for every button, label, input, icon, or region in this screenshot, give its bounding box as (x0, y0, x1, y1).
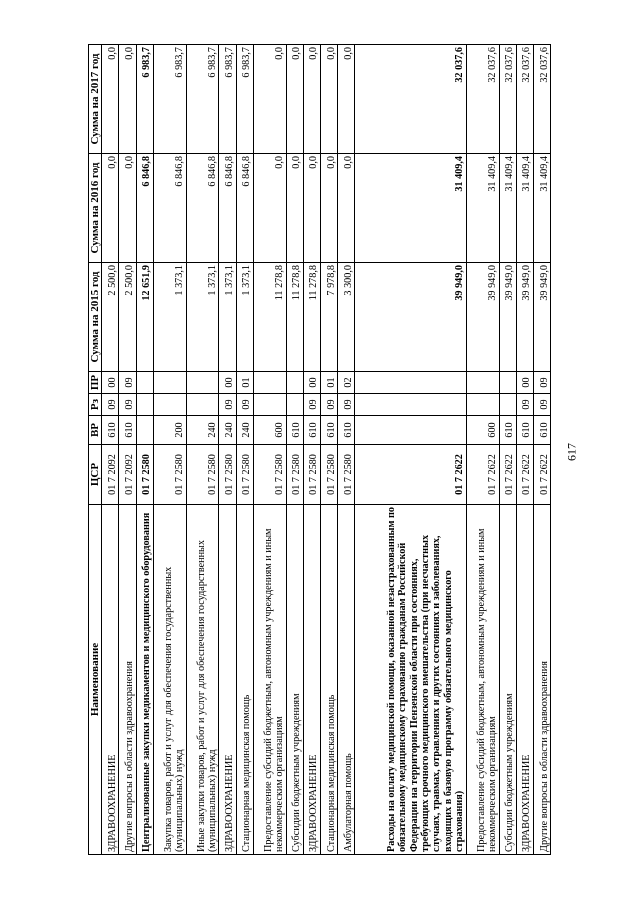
table-row (533, 45, 550, 855)
cell-rz: 09 (102, 394, 119, 416)
cell-sum-2015: 7 978,8 (320, 263, 337, 372)
table-row (153, 45, 186, 855)
cell-vr: 610 (337, 416, 354, 445)
cell-vr: 240 (236, 416, 253, 445)
cell-sum-2017: 6 983,7 (186, 45, 219, 154)
cell-sum-2016: 31 409,4 (355, 154, 467, 263)
cell-sum-2017: 6 983,7 (236, 45, 253, 154)
cell-sum-2015: 12 651,9 (136, 263, 153, 372)
cell-sum-2016: 0,0 (102, 154, 119, 263)
cell-csr: 01 7 2580 (320, 445, 337, 505)
cell-sum-2016: 0,0 (253, 154, 286, 263)
cell-sum-2015: 11 278,8 (253, 263, 286, 372)
cell-rz (153, 394, 186, 416)
cell-name: ЗДРАВООХРАНЕНИЕ (303, 505, 320, 855)
cell-sum-2015: 11 278,8 (303, 263, 320, 372)
cell-vr: 240 (186, 416, 219, 445)
table-row (337, 45, 354, 855)
cell-sum-2015: 39 949,0 (533, 263, 550, 372)
cell-pr: 02 (337, 372, 354, 394)
cell-sum-2017: 32 037,6 (499, 45, 516, 154)
cell-vr: 610 (533, 416, 550, 445)
cell-vr: 600 (466, 416, 499, 445)
table-row (466, 45, 499, 855)
cell-sum-2015: 3 300,0 (337, 263, 354, 372)
cell-rz: 09 (516, 394, 533, 416)
cell-rz: 09 (320, 394, 337, 416)
cell-pr: 01 (320, 372, 337, 394)
cell-rz: 09 (119, 394, 136, 416)
budget-table-frame (88, 45, 551, 855)
cell-csr: 01 7 2580 (337, 445, 354, 505)
cell-sum-2015: 2 500,0 (102, 263, 119, 372)
cell-name: Иные закупки товаров, работ и услуг для обеспечения государственных (муниципальных) нужд (186, 505, 219, 855)
cell-sum-2017: 0,0 (119, 45, 136, 154)
cell-rz (466, 394, 499, 416)
cell-name: ЗДРАВООХРАНЕНИЕ (219, 505, 236, 855)
cell-rz: 09 (533, 394, 550, 416)
cell-vr: 610 (320, 416, 337, 445)
cell-vr: 610 (303, 416, 320, 445)
cell-pr (499, 372, 516, 394)
header-csr: ЦСР (89, 445, 102, 505)
cell-csr: 01 7 2092 (102, 445, 119, 505)
table-row (320, 45, 337, 855)
cell-name: ЗДРАВООХРАНЕНИЕ (516, 505, 533, 855)
cell-sum-2016: 0,0 (303, 154, 320, 263)
cell-vr: 610 (499, 416, 516, 445)
cell-sum-2017: 0,0 (320, 45, 337, 154)
cell-csr: 01 7 2622 (533, 445, 550, 505)
cell-vr (136, 416, 153, 445)
cell-name: Другие вопросы в области здравоохранения (533, 505, 550, 855)
cell-rz: 09 (236, 394, 253, 416)
header-vr: ВР (89, 416, 102, 445)
cell-sum-2015: 11 278,8 (286, 263, 303, 372)
cell-rz (355, 394, 467, 416)
cell-pr: 00 (516, 372, 533, 394)
cell-name: ЗДРАВООХРАНЕНИЕ (102, 505, 119, 855)
cell-csr: 01 7 2092 (119, 445, 136, 505)
cell-vr: 600 (253, 416, 286, 445)
cell-csr: 01 7 2580 (253, 445, 286, 505)
header-sum-2015: Сумма на 2015 год (89, 263, 102, 372)
header-sum-2017: Сумма на 2017 год (89, 45, 102, 154)
cell-csr: 01 7 2580 (153, 445, 186, 505)
cell-rz (286, 394, 303, 416)
cell-sum-2016: 6 846,8 (219, 154, 236, 263)
header-sum-2016: Сумма на 2016 год (89, 154, 102, 263)
cell-csr: 01 7 2580 (286, 445, 303, 505)
cell-name: Амбулаторная помощь (337, 505, 354, 855)
cell-csr: 01 7 2622 (466, 445, 499, 505)
cell-csr: 01 7 2580 (136, 445, 153, 505)
header-pr: ПР (89, 372, 102, 394)
cell-pr: 01 (236, 372, 253, 394)
cell-sum-2017: 0,0 (102, 45, 119, 154)
cell-sum-2016: 0,0 (286, 154, 303, 263)
cell-sum-2017: 32 037,6 (516, 45, 533, 154)
cell-pr: 09 (119, 372, 136, 394)
table-row (499, 45, 516, 855)
cell-pr: 00 (102, 372, 119, 394)
cell-name: Предоставление субсидий бюджетным, автономным учреждениям и иным некоммерческим организациям (466, 505, 499, 855)
cell-sum-2015: 39 949,0 (499, 263, 516, 372)
cell-csr: 01 7 2622 (499, 445, 516, 505)
cell-pr (153, 372, 186, 394)
table-row (219, 45, 236, 855)
cell-vr: 610 (516, 416, 533, 445)
cell-name: Субсидии бюджетным учреждениям (499, 505, 516, 855)
table-row (516, 45, 533, 855)
cell-sum-2016: 6 846,8 (153, 154, 186, 263)
cell-rz (253, 394, 286, 416)
cell-rz (136, 394, 153, 416)
header-name: Наименование (89, 505, 102, 855)
cell-sum-2015: 1 373,1 (186, 263, 219, 372)
cell-rz: 09 (303, 394, 320, 416)
cell-sum-2015: 39 949,0 (355, 263, 467, 372)
cell-pr (253, 372, 286, 394)
cell-pr (186, 372, 219, 394)
cell-csr: 01 7 2580 (303, 445, 320, 505)
cell-rz (186, 394, 219, 416)
cell-vr: 610 (119, 416, 136, 445)
cell-pr: 00 (303, 372, 320, 394)
table-row (136, 45, 153, 855)
table-body (102, 45, 551, 855)
cell-name: Другие вопросы в области здравоохранения (119, 505, 136, 855)
cell-csr: 01 7 2622 (355, 445, 467, 505)
cell-vr: 240 (219, 416, 236, 445)
header-rz: Рз (89, 394, 102, 416)
cell-name: Стационарная медицинская помощь (320, 505, 337, 855)
cell-name: Расходы на оплату медицинской помощи, оказанной незастрахованным по обязательному медицинскому страхованию гражданам Российской Федерации на территории Пензенской области при состояниях, требующих срочного медицинского вмешательства (при несчастных случаях, травмах, отравлениях и других состояниях и заболеваниях, входящих в базовую программу обязательного медицинского страхования) (355, 505, 467, 855)
cell-pr (136, 372, 153, 394)
cell-name: Централизованные закупки медикаментов и медицинского оборудования (136, 505, 153, 855)
cell-sum-2016: 31 409,4 (466, 154, 499, 263)
cell-sum-2016: 6 846,8 (136, 154, 153, 263)
cell-vr (355, 416, 467, 445)
cell-name: Предоставление субсидий бюджетным, автономным учреждениям и иным некоммерческим организациям (253, 505, 286, 855)
table-row (355, 45, 467, 855)
table-row (253, 45, 286, 855)
cell-sum-2017: 6 983,7 (219, 45, 236, 154)
cell-sum-2017: 6 983,7 (136, 45, 153, 154)
cell-csr: 01 7 2622 (516, 445, 533, 505)
cell-sum-2016: 0,0 (119, 154, 136, 263)
cell-vr: 610 (102, 416, 119, 445)
table-row (119, 45, 136, 855)
cell-name: Субсидии бюджетным учреждениям (286, 505, 303, 855)
cell-pr: 09 (533, 372, 550, 394)
cell-csr: 01 7 2580 (186, 445, 219, 505)
cell-sum-2017: 0,0 (253, 45, 286, 154)
cell-rz: 09 (219, 394, 236, 416)
cell-sum-2015: 1 373,1 (153, 263, 186, 372)
cell-sum-2016: 31 409,4 (499, 154, 516, 263)
cell-pr (286, 372, 303, 394)
cell-sum-2015: 39 949,0 (516, 263, 533, 372)
cell-vr: 610 (286, 416, 303, 445)
cell-sum-2015: 2 500,0 (119, 263, 136, 372)
cell-rz: 09 (337, 394, 354, 416)
cell-name: Стационарная медицинская помощь (236, 505, 253, 855)
cell-sum-2017: 0,0 (303, 45, 320, 154)
budget-table (88, 44, 551, 855)
cell-sum-2017: 32 037,6 (466, 45, 499, 154)
page-number: 617 (564, 443, 579, 461)
cell-pr (466, 372, 499, 394)
cell-sum-2016: 31 409,4 (516, 154, 533, 263)
cell-csr: 01 7 2580 (219, 445, 236, 505)
header-row (89, 45, 102, 855)
cell-sum-2016: 31 409,4 (533, 154, 550, 263)
cell-sum-2016: 0,0 (320, 154, 337, 263)
cell-sum-2016: 6 846,8 (186, 154, 219, 263)
cell-vr: 200 (153, 416, 186, 445)
table-row (102, 45, 119, 855)
table-row (286, 45, 303, 855)
cell-pr: 00 (219, 372, 236, 394)
cell-name: Закупка товаров, работ и услуг для обеспечения государственных (муниципальных) нужд (153, 505, 186, 855)
cell-sum-2016: 0,0 (337, 154, 354, 263)
cell-sum-2017: 0,0 (337, 45, 354, 154)
cell-sum-2015: 1 373,1 (236, 263, 253, 372)
cell-csr: 01 7 2580 (236, 445, 253, 505)
cell-sum-2015: 1 373,1 (219, 263, 236, 372)
cell-pr (355, 372, 467, 394)
cell-rz (499, 394, 516, 416)
cell-sum-2017: 0,0 (286, 45, 303, 154)
cell-sum-2017: 6 983,7 (153, 45, 186, 154)
cell-sum-2017: 32 037,6 (533, 45, 550, 154)
table-row (186, 45, 219, 855)
table-row (236, 45, 253, 855)
cell-sum-2017: 32 037,6 (355, 45, 467, 154)
cell-sum-2015: 39 949,0 (466, 263, 499, 372)
table-row (303, 45, 320, 855)
cell-sum-2016: 6 846,8 (236, 154, 253, 263)
